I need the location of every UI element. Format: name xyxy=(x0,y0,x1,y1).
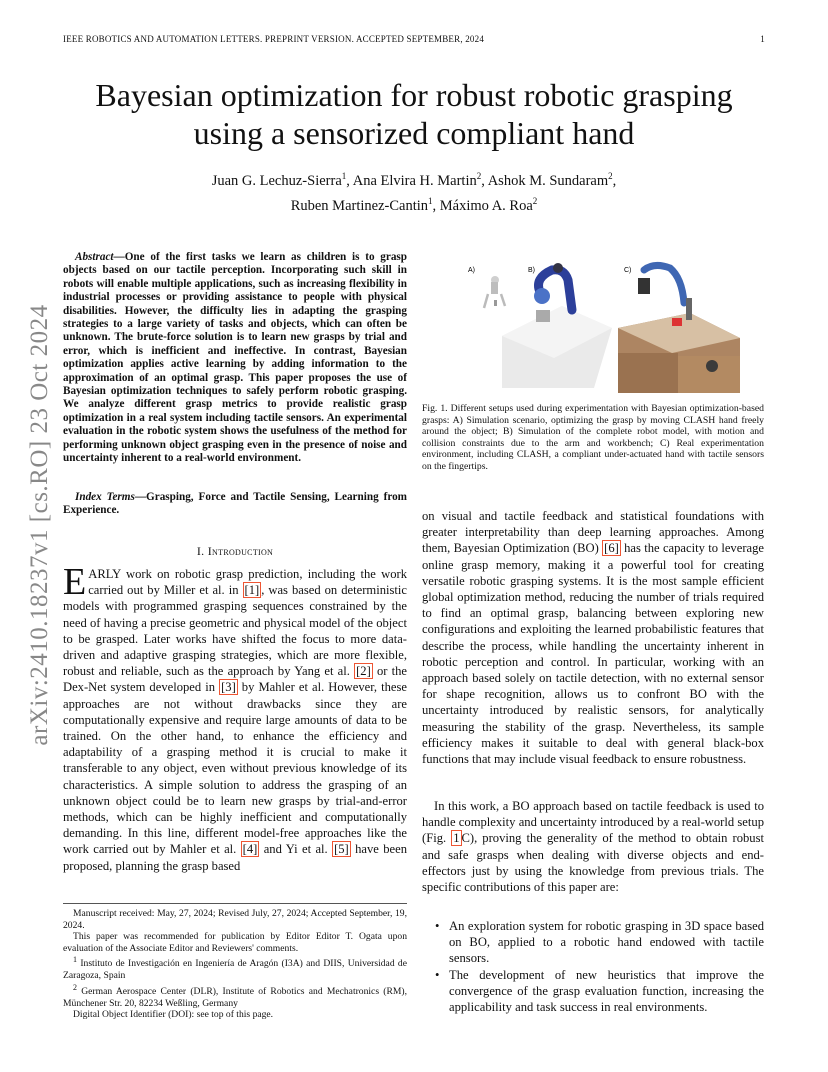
right-paragraph-2 xyxy=(422,798,764,895)
intro-text: , was based on deterministic models with programmed grasping sequences constrained by the need of having a precise geometric and physical model of the object to be grasped. Later works have shifted the focus to more data-driven and adaptive grasping strategies, which are more flexible, robust and reliable, such as the approach by Yang et al. xyxy=(63,583,407,679)
panel-c-real-setup xyxy=(618,265,740,393)
bullet-icon: • xyxy=(435,967,440,982)
title-line-1: Bayesian optimization for robust robotic grasping xyxy=(95,77,733,113)
author-name: Ana Elvira H. Martin xyxy=(352,172,477,189)
figure-label-a: A) xyxy=(468,267,475,274)
arxiv-stamp xyxy=(22,290,58,760)
author-separator: , xyxy=(481,172,488,189)
footnote-received: Manuscript received: May, 27, 2024; Revised July, 27, 2024; Accepted September, 19, 2024. xyxy=(63,908,407,931)
author-name: Ruben Martinez-Cantin xyxy=(290,197,428,214)
running-header xyxy=(63,34,765,44)
figure-image xyxy=(422,258,764,394)
list-item xyxy=(422,967,764,1016)
section-title: I. Introduction xyxy=(196,544,274,558)
arxiv-identifier: arXiv:2410.18237v1 [cs.RO] 23 Oct 2024 xyxy=(26,304,53,746)
author-separator: , xyxy=(612,172,617,189)
list-item xyxy=(422,918,764,967)
index-terms-text: —Grasping, Force and Tactile Sensing, Learning from Experience. xyxy=(63,491,407,517)
abstract xyxy=(63,251,407,466)
running-title: IEEE ROBOTICS AND AUTOMATION LETTERS. PREPRINT VERSION. ACCEPTED SEPTEMBER, 2024 xyxy=(63,34,485,44)
citation-link[interactable]: [1] xyxy=(244,583,260,598)
title-line-2: using a sensorized compliant hand xyxy=(193,115,635,151)
intro-text: and Yi et al. xyxy=(259,842,333,857)
citation-link[interactable]: [3] xyxy=(221,680,236,695)
footnote-affiliation-1 xyxy=(63,954,407,981)
footnote-recommended: This paper was recommended for publication by Editor Editor T. Ogata upon evaluation of the Associate Editor and Reviewers' comments. xyxy=(63,931,407,954)
figure-1 xyxy=(422,258,764,394)
body-text: In this work, a BO approach based on tactile feedback is used to handle complexity and uncertainty introduced by a real-world setup (Fig. xyxy=(422,799,764,846)
bullet-icon: • xyxy=(435,919,440,933)
contribution-text: An exploration system for robotic grasping in 3D space based on BO, applied to a robotic hand endowed with tactile sensors. xyxy=(449,919,764,966)
affiliation-mark: 1 xyxy=(428,195,433,206)
figure-reference-link[interactable]: 1 xyxy=(453,831,460,846)
affiliation-mark: 2 xyxy=(476,171,482,181)
author-name: Máximo A. Roa xyxy=(439,197,533,214)
author-line-1 xyxy=(63,166,765,191)
affiliation-mark: 2 xyxy=(532,195,538,206)
citation-link[interactable]: [4] xyxy=(242,842,258,857)
author-line-2 xyxy=(63,191,765,216)
citation-link[interactable]: [6] xyxy=(604,541,619,556)
paper-title xyxy=(63,76,765,152)
body-text: on visual and tactile feedback and statistical foundations with greater interpretability than deep learning approaches. Among them, Bayesian Optimization (BO) xyxy=(422,509,764,556)
citation-link[interactable]: [5] xyxy=(334,842,349,857)
contributions-list xyxy=(422,918,764,1015)
intro-text: have been proposed, planning the grasp based xyxy=(63,842,407,873)
section-heading xyxy=(63,544,407,559)
right-paragraph-1 xyxy=(422,508,764,767)
panel-a-gripper xyxy=(484,276,505,308)
intro-text: or the Dex-Net system developed in xyxy=(63,664,407,695)
author-name: Ashok M. Sundaram xyxy=(487,172,609,189)
drop-cap: E xyxy=(63,561,87,603)
affiliation-mark: 1 xyxy=(341,171,347,181)
affiliation-mark: 1 xyxy=(73,955,77,965)
intro-text: by Mahler et al. However, these approaches are not without drawbacks since they are computationally expensive and require large amounts of data to be trained. On the other hand, to enhance the efficiency and adaptability of a grasping method it is crucial to make it transferable to any object, even without previous knowledge of its characteristics. A simple solution to address the grasping of an unknown object could be to learn new grasps by trial-and-error methods, which can be highly inefficient and computationally demanding. In this line, different model-free approaches like the work carried out by Mahler et al. xyxy=(63,680,408,857)
author-list xyxy=(63,166,765,216)
affiliation-mark: 2 xyxy=(608,171,613,181)
affiliation-text: Instituto de Investigación en Ingeniería de Aragón (I3A) and DIIS, Universidad de Zaragoza, Spain xyxy=(63,958,407,982)
body-text: C), proving the generality of the method to obtain robust and safe grasps when dealing with diverse objects and end-effectors just by using the knowledge from previous trials. The specific contributions of this paper are: xyxy=(422,831,765,895)
footnote-affiliation-2 xyxy=(63,982,407,1009)
panel-b-simulation xyxy=(502,263,612,388)
body-text: has the capacity to leverage online grasp memory, making it a powerful tool for creating versatile robotic grasping systems. It is the most sample efficient global optimization method, reducing the number of trials required to find an optimal grasp, balancing between exploring new configurations and exploiting the learned probabilistic features that describe the process, while handling the uncertainty inherent in robotic perception and control. In particular, working with an approach based solely on tactile detection, with no external sensor for shape recognition, allows us to confront BO with the uncertainty introduced by realistic sensors, for analytically measuring the stability of the grasp. Nevertheless, its sample efficiency makes it suitable to deal with general black-box functions that may include visual feedback to ensure robustness. xyxy=(422,541,764,767)
intro-text: ARLY work on robotic grasp prediction, including the work carried out by Miller et al. in xyxy=(88,567,407,598)
affiliation-mark: 2 xyxy=(73,982,77,992)
index-terms-label: Index Terms xyxy=(75,491,135,503)
contribution-text: The development of new heuristics that improve the convergence of the grasp evaluation function, increasing the applicability and task success in real environments. xyxy=(449,967,764,1015)
affiliation-text: German Aerospace Center (DLR), Institute of Robotics and Mechatronics (RM), Münchener Str. 20, 82234 Weßling, Germany xyxy=(63,985,407,1009)
footnote-doi: Digital Object Identifier (DOI): see top of this page. xyxy=(73,1009,274,1021)
author-name: Juan G. Lechuz-Sierra xyxy=(211,172,342,189)
abstract-label: Abstract xyxy=(75,251,114,263)
citation-link[interactable]: [2] xyxy=(356,664,371,679)
author-separator: , xyxy=(346,172,353,189)
footnotes xyxy=(63,903,407,1021)
index-terms xyxy=(63,491,407,518)
page-number: 1 xyxy=(760,34,765,44)
figure-caption: Fig. 1. Different setups used during experimentation with Bayesian optimization-based grasps: A) Simulation scenario, optimizing the grasp by moving CLASH hand freely around the object; B) Simulation of the complete robot model, with motion and collision constraints due to the arm and workbench; C) Real experimentation environment, including CLASH, a compliant under-actuated hand with tactile sensors on the fingertips. xyxy=(422,403,764,472)
abstract-text: —One of the first tasks we learn as children is to grasp objects based on our tactile perception. Incorporating such skill in robots will enable multiple applications, such as increasing flexibility in industrial processes or providing assistance to people with physical disabilities. However, the difficulty lies in adapting the grasping strategies to a large variety of tasks and objects, which can often be unknown. The brute-force solution is to learn new grasps by trial and error, which is inefficient and ineffective. In contrast, Bayesian optimization applies active learning by adding information to the approximation of an optimal grasp. This paper proposes the use of Bayesian optimization techniques to safely perform robotic grasping. We analyze different grasp metrics to provide realistic grasp optimization in a real system including tactile sensors. An experimental evaluation in the robotic system shows the usefulness of the method for performing unknown object grasping even in the presence of noise and uncertainty inherent to a real-world environment. xyxy=(63,251,407,465)
figure-label-c: C) xyxy=(624,267,632,274)
author-separator: , xyxy=(432,197,440,214)
intro-paragraph xyxy=(63,561,408,874)
figure-label-b: B) xyxy=(528,267,535,274)
